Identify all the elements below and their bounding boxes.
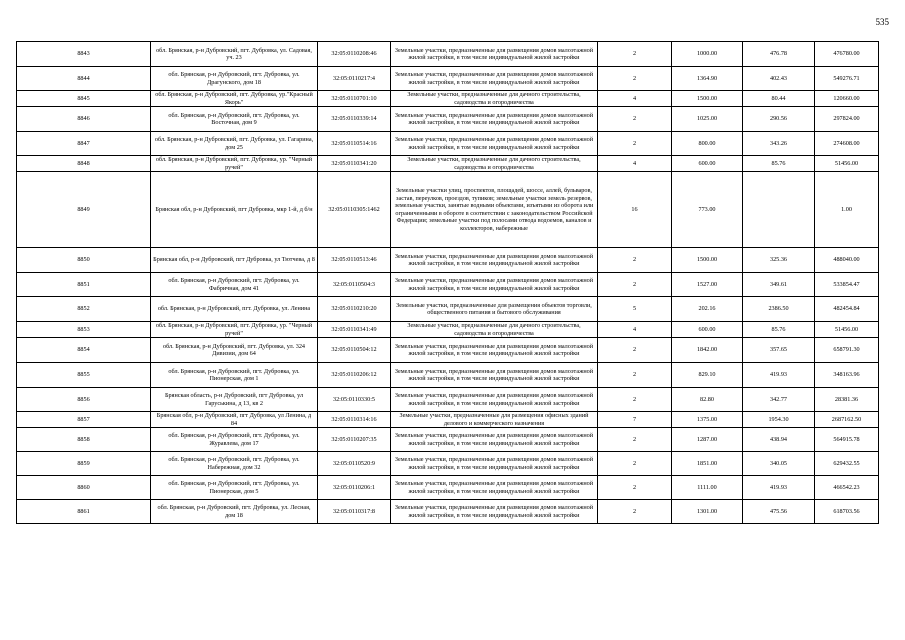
land-use-cell: Земельные участки, предназначенные для дачного строительства, садоводства и огородничества <box>391 322 598 338</box>
address-cell: обл. Брянская, р-н Дубровский, пгт. Дубровка, ул. Садовая, уч. 23 <box>151 42 318 67</box>
table-row <box>17 500 879 524</box>
address-cell: обл. Брянская, р-н Дубровский, пгт. Дубровка, ул. Гагарина, дом 25 <box>151 132 318 156</box>
group-cell: 2 <box>598 363 672 388</box>
area-cell: 1111.00 <box>672 476 743 500</box>
cadastral-number-cell: 32:05:0110208:46 <box>318 42 391 67</box>
page-number: 535 <box>875 17 889 27</box>
area-cell: 1301.00 <box>672 500 743 524</box>
rate-cell: 343.26 <box>743 132 815 156</box>
row-number: 8846 <box>17 107 151 132</box>
cadastral-number-cell: 32:05:0110701:10 <box>318 91 391 107</box>
cadastral-number-cell: 32:05:0110339:14 <box>318 107 391 132</box>
address-cell: Брянская область, р-н Дубровский, пгт Дубровка, ул Гаруськина, д 13, кв 2 <box>151 388 318 412</box>
area-cell: 82.80 <box>672 388 743 412</box>
cadastral-number-cell: 32:05:0110513:46 <box>318 248 391 273</box>
cadastral-number-cell: 32:05:0110504:12 <box>318 338 391 363</box>
table-row <box>17 132 879 156</box>
cadastral-value-cell: 564915.78 <box>815 428 879 452</box>
cadastral-number-cell: 32:05:0110504:3 <box>318 273 391 297</box>
area-cell: 1842.00 <box>672 338 743 363</box>
area-cell: 600.00 <box>672 156 743 172</box>
rate-cell: 419.93 <box>743 476 815 500</box>
table-row <box>17 476 879 500</box>
cadastral-number-cell: 32:05:0110514:16 <box>318 132 391 156</box>
address-cell: обл. Брянская, р-н Дубровский, пгт. Дубровка, ур. "Черный ручей" <box>151 156 318 172</box>
row-number: 8850 <box>17 248 151 273</box>
table-row <box>17 322 879 338</box>
group-cell: 4 <box>598 156 672 172</box>
address-cell: обл. Брянская, р-н Дубровский, пгт. Дубровка, ул. Фабричная, дом 41 <box>151 273 318 297</box>
rate-cell: 85.76 <box>743 322 815 338</box>
cadastral-value-cell: 533854.47 <box>815 273 879 297</box>
table-row <box>17 273 879 297</box>
cadastral-value-cell: 476780.00 <box>815 42 879 67</box>
row-number: 8851 <box>17 273 151 297</box>
land-use-cell: Земельные участки, предназначенные для размещения домов малоэтажной жилой застройки, в том числе индивидуальной жилой застройки <box>391 273 598 297</box>
row-number: 8845 <box>17 91 151 107</box>
group-cell: 5 <box>598 297 672 322</box>
rate-cell: 340.05 <box>743 452 815 476</box>
land-use-cell: Земельные участки, предназначенные для размещения домов малоэтажной жилой застройки, в том числе индивидуальной жилой застройки <box>391 388 598 412</box>
cadastral-number-cell: 32:05:0110317:8 <box>318 500 391 524</box>
table-row <box>17 428 879 452</box>
rate-cell: 438.94 <box>743 428 815 452</box>
address-cell: обл. Брянская, р-н Дубровский, пгт. Дубровка, ул. Ленина <box>151 297 318 322</box>
row-number: 8848 <box>17 156 151 172</box>
cadastral-number-cell: 32:05:0110341:20 <box>318 156 391 172</box>
address-cell: обл. Брянская, р-н Дубровский, пгт. Дубровка, ур."Красный Якорь" <box>151 91 318 107</box>
land-use-cell: Земельные участки, предназначенные для дачного строительства, садоводства и огородничества <box>391 91 598 107</box>
rate-cell: 80.44 <box>743 91 815 107</box>
row-number: 8843 <box>17 42 151 67</box>
rate-cell: 325.36 <box>743 248 815 273</box>
area-cell: 829.10 <box>672 363 743 388</box>
table-row <box>17 42 879 67</box>
land-use-cell: Земельные участки, предназначенные для размещения домов малоэтажной жилой застройки, в том числе индивидуальной жилой застройки <box>391 67 598 91</box>
cadastral-value-cell: 658791.30 <box>815 338 879 363</box>
cadastral-number-cell: 32:05:0110330:5 <box>318 388 391 412</box>
area-cell: 1375.00 <box>672 412 743 428</box>
table-row <box>17 452 879 476</box>
land-use-cell: Земельные участки, предназначенные для размещения объектов торговли, общественного питания и бытового обслуживания <box>391 297 598 322</box>
cadastral-value-cell: 466542.23 <box>815 476 879 500</box>
table-row <box>17 412 879 428</box>
group-cell: 7 <box>598 412 672 428</box>
row-number: 8861 <box>17 500 151 524</box>
table-row <box>17 156 879 172</box>
land-use-cell: Земельные участки, предназначенные для размещения домов малоэтажной жилой застройки, в том числе индивидуальной жилой застройки <box>391 248 598 273</box>
rate-cell: 402.43 <box>743 67 815 91</box>
rate-cell: 357.65 <box>743 338 815 363</box>
table-row <box>17 172 879 248</box>
address-cell: обл. Брянская, р-н Дубровский, пгт. Дубровка, ул. Лесная, дом 18 <box>151 500 318 524</box>
land-use-cell: Земельные участки, предназначенные для размещения домов малоэтажной жилой застройки, в том числе индивидуальной жилой застройки <box>391 107 598 132</box>
address-cell: обл. Брянская, р-н Дубровский, пгт. Дубровка, ул. 324 Дивизии, дом 64 <box>151 338 318 363</box>
cadastral-number-cell: 32:05:0110206:1 <box>318 476 391 500</box>
cadastral-value-cell: 348163.96 <box>815 363 879 388</box>
row-number: 8854 <box>17 338 151 363</box>
cadastral-value-cell: 28381.36 <box>815 388 879 412</box>
land-registry-table <box>16 41 879 524</box>
group-cell: 2 <box>598 273 672 297</box>
rate-cell: 342.77 <box>743 388 815 412</box>
table-row <box>17 388 879 412</box>
cadastral-value-cell: 297824.00 <box>815 107 879 132</box>
group-cell: 2 <box>598 338 672 363</box>
land-use-cell: Земельные участки, предназначенные для размещения домов малоэтажной жилой застройки, в том числе индивидуальной жилой застройки <box>391 428 598 452</box>
address-cell: обл. Брянская, р-н Дубровский, пгт. Дубровка, ул. Восточная, дом 9 <box>151 107 318 132</box>
address-cell: обл. Брянская, р-н Дубровский, пгт. Дубровка, ул. Пионерская, дом 1 <box>151 363 318 388</box>
group-cell: 2 <box>598 428 672 452</box>
rate-cell: 475.56 <box>743 500 815 524</box>
group-cell: 16 <box>598 172 672 248</box>
land-use-cell: Земельные участки улиц, проспектов, площадей, шоссе, аллей, бульваров, застав, переулков, проездов, тупиков; земельные участки земель резервов, земельные участки, занятые водными объектами, изъятыми из оборота или ограниченными в обороте в соответствии с законодательством Российской Федерации; земельные участки под полосами отвода водоемов, каналов и коллекторов, набережные <box>391 172 598 248</box>
area-cell: 600.00 <box>672 322 743 338</box>
area-cell: 1287.00 <box>672 428 743 452</box>
cadastral-number-cell: 32:05:0110305:1462 <box>318 172 391 248</box>
rate-cell: 349.61 <box>743 273 815 297</box>
group-cell: 2 <box>598 500 672 524</box>
land-use-cell: Земельные участки, предназначенные для размещения домов малоэтажной жилой застройки, в том числе индивидуальной жилой застройки <box>391 476 598 500</box>
address-cell: обл. Брянская, р-н Дубровский, пгт. Дубровка, ул. Пионерская, дом 5 <box>151 476 318 500</box>
land-use-cell: Земельные участки, предназначенные для размещения домов малоэтажной жилой застройки, в том числе индивидуальной жилой застройки <box>391 500 598 524</box>
address-cell: обл. Брянская, р-н Дубровский, пгт. Дубровка, ур. "Черный ручей" <box>151 322 318 338</box>
cadastral-number-cell: 32:05:0110314:16 <box>318 412 391 428</box>
table-row <box>17 107 879 132</box>
cadastral-number-cell: 32:05:0110217:4 <box>318 67 391 91</box>
land-use-cell: Земельные участки, предназначенные для размещения домов малоэтажной жилой застройки, в том числе индивидуальной жилой застройки <box>391 338 598 363</box>
table-row <box>17 91 879 107</box>
group-cell: 2 <box>598 476 672 500</box>
row-number: 8858 <box>17 428 151 452</box>
land-use-cell: Земельные участки, предназначенные для размещения домов малоэтажной жилой застройки, в том числе индивидуальной жилой застройки <box>391 42 598 67</box>
rate-cell: 85.76 <box>743 156 815 172</box>
cadastral-value-cell: 120660.00 <box>815 91 879 107</box>
table-row <box>17 363 879 388</box>
rate-cell <box>743 172 815 248</box>
group-cell: 2 <box>598 42 672 67</box>
address-cell: обл. Брянская, р-н Дубровский, пгт. Дубровка, ул. Журавлева, дом 17 <box>151 428 318 452</box>
rate-cell: 419.93 <box>743 363 815 388</box>
area-cell: 1500.00 <box>672 248 743 273</box>
cadastral-value-cell: 549276.71 <box>815 67 879 91</box>
address-cell: Брянская обл, р-н Дубровский, пгт Дубровка, ул Тютчева, д 8 <box>151 248 318 273</box>
row-number: 8859 <box>17 452 151 476</box>
rate-cell: 1954.30 <box>743 412 815 428</box>
rate-cell: 290.56 <box>743 107 815 132</box>
cadastral-number-cell: 32:05:0110210:20 <box>318 297 391 322</box>
table-row <box>17 248 879 273</box>
cadastral-number-cell: 32:05:0110341:49 <box>318 322 391 338</box>
cadastral-value-cell: 629432.55 <box>815 452 879 476</box>
cadastral-value-cell: 51456.00 <box>815 156 879 172</box>
group-cell: 2 <box>598 452 672 476</box>
area-cell: 202.16 <box>672 297 743 322</box>
table-row <box>17 67 879 91</box>
address-cell: обл. Брянская, р-н Дубровский, пгт. Дубровка, ул. Набережная, дом 32 <box>151 452 318 476</box>
row-number: 8860 <box>17 476 151 500</box>
land-use-cell: Земельные участки, предназначенные для размещения домов малоэтажной жилой застройки, в том числе индивидуальной жилой застройки <box>391 363 598 388</box>
group-cell: 2 <box>598 388 672 412</box>
cadastral-number-cell: 32:05:0110207:35 <box>318 428 391 452</box>
area-cell: 1025.00 <box>672 107 743 132</box>
group-cell: 2 <box>598 107 672 132</box>
table-row <box>17 297 879 322</box>
row-number: 8856 <box>17 388 151 412</box>
table-row <box>17 338 879 363</box>
area-cell: 773.00 <box>672 172 743 248</box>
group-cell: 2 <box>598 132 672 156</box>
area-cell: 1527.00 <box>672 273 743 297</box>
address-cell: обл. Брянская, р-н Дубровский, пгт. Дубровка, ул. Драгунского, дом 18 <box>151 67 318 91</box>
area-cell: 1500.00 <box>672 91 743 107</box>
cadastral-number-cell: 32:05:0110206:12 <box>318 363 391 388</box>
group-cell: 2 <box>598 67 672 91</box>
address-cell: Брянская обл, р-н Дубровский, пгт Дубровка, мкр 1-й, д б/н <box>151 172 318 248</box>
cadastral-value-cell: 51456.00 <box>815 322 879 338</box>
cadastral-value-cell: 2687162.50 <box>815 412 879 428</box>
land-use-cell: Земельные участки, предназначенные для размещения домов малоэтажной жилой застройки, в том числе индивидуальной жилой застройки <box>391 452 598 476</box>
area-cell: 800.00 <box>672 132 743 156</box>
rate-cell: 476.78 <box>743 42 815 67</box>
cadastral-value-cell: 1.00 <box>815 172 879 248</box>
area-cell: 1851.00 <box>672 452 743 476</box>
row-number: 8847 <box>17 132 151 156</box>
group-cell: 4 <box>598 322 672 338</box>
cadastral-value-cell: 488040.00 <box>815 248 879 273</box>
group-cell: 4 <box>598 91 672 107</box>
row-number: 8849 <box>17 172 151 248</box>
row-number: 8844 <box>17 67 151 91</box>
group-cell: 2 <box>598 248 672 273</box>
row-number: 8852 <box>17 297 151 322</box>
address-cell: Брянская обл, р-н Дубровский, пгт Дубровка, ул Ленина, д 84 <box>151 412 318 428</box>
rate-cell: 2386.50 <box>743 297 815 322</box>
land-use-cell: Земельные участки, предназначенные для дачного строительства, садоводства и огородничества <box>391 156 598 172</box>
land-use-cell: Земельные участки, предназначенные для размещения офисных зданий делового и коммерческого назначения <box>391 412 598 428</box>
land-use-cell: Земельные участки, предназначенные для размещения домов малоэтажной жилой застройки, в том числе индивидуальной жилой застройки <box>391 132 598 156</box>
cadastral-value-cell: 274608.00 <box>815 132 879 156</box>
area-cell: 1000.00 <box>672 42 743 67</box>
row-number: 8857 <box>17 412 151 428</box>
cadastral-value-cell: 482454.84 <box>815 297 879 322</box>
cadastral-number-cell: 32:05:0110520:9 <box>318 452 391 476</box>
row-number: 8853 <box>17 322 151 338</box>
row-number: 8855 <box>17 363 151 388</box>
cadastral-value-cell: 618703.56 <box>815 500 879 524</box>
area-cell: 1364.90 <box>672 67 743 91</box>
